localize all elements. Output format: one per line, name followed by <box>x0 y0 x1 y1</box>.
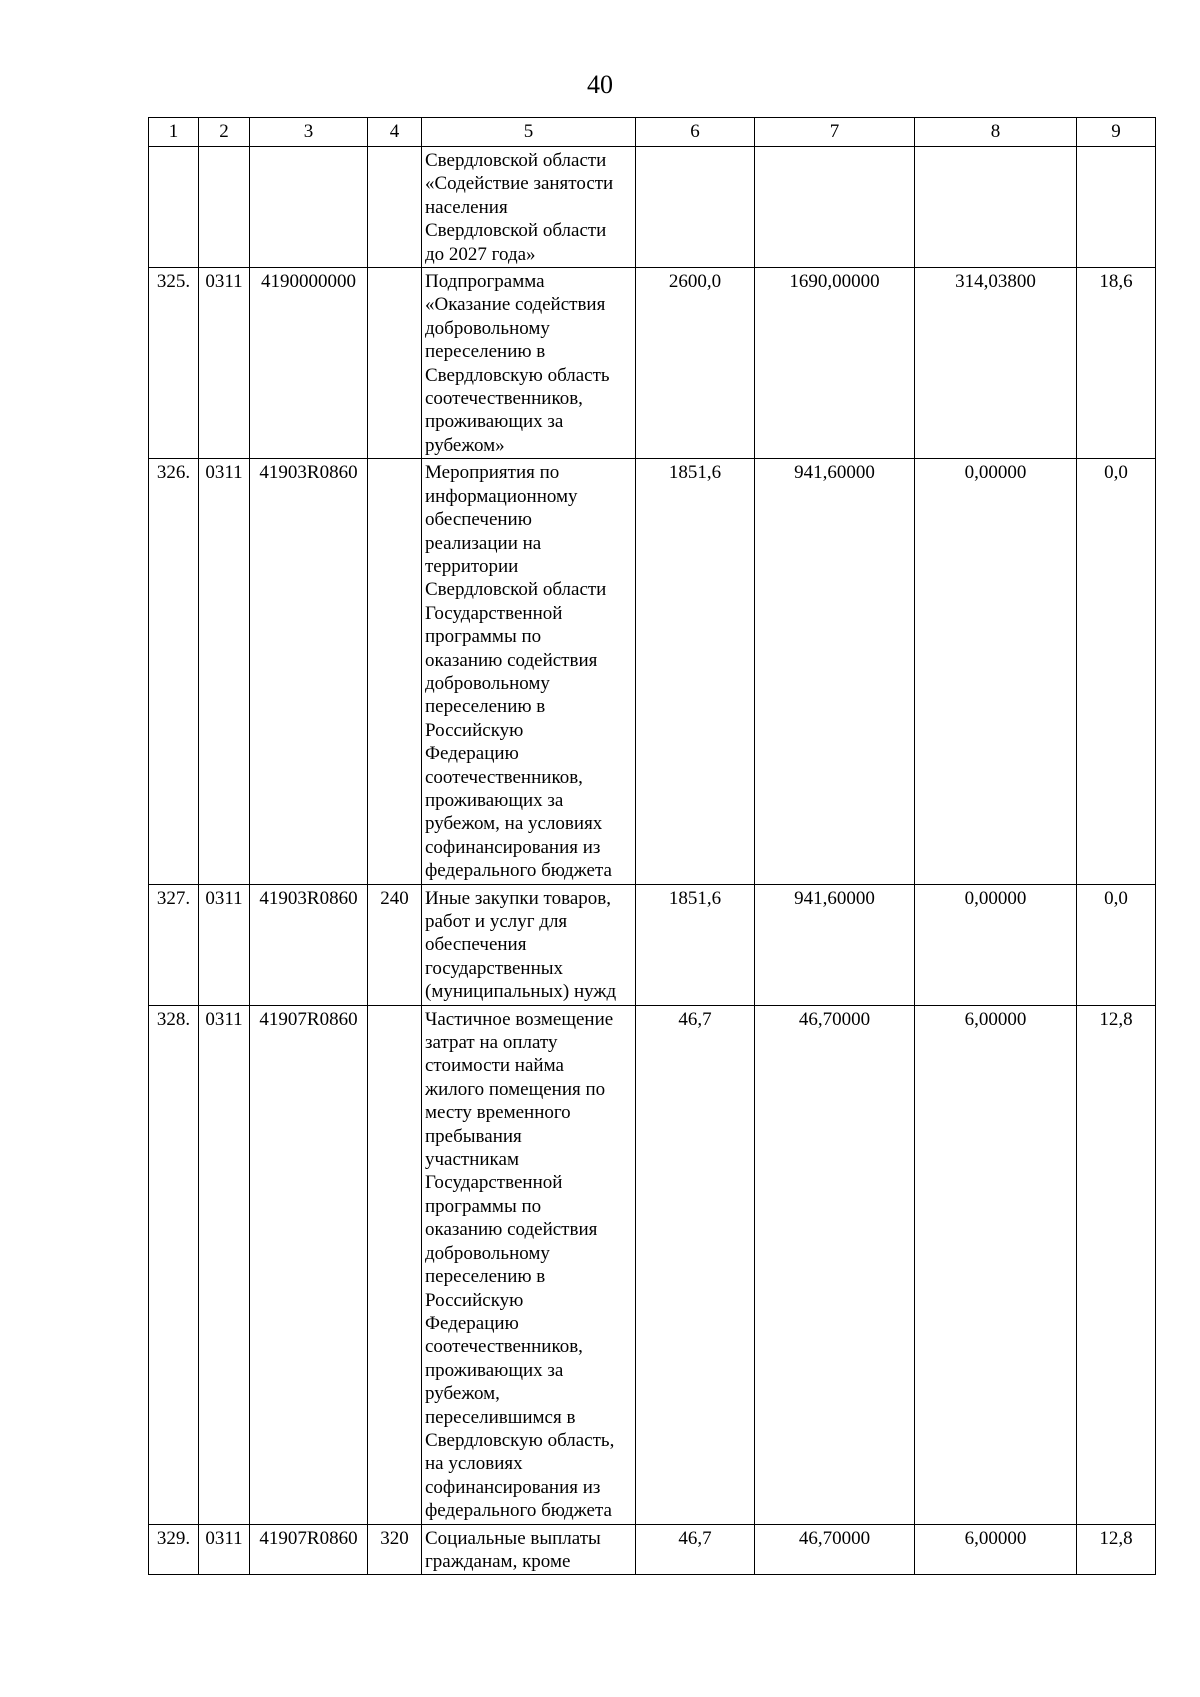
item-name-line: проживающих за <box>425 789 564 811</box>
item-name-line: Свердловской области <box>425 220 607 242</box>
item-name-line: программы по <box>425 626 542 648</box>
item-name-line: Государственной <box>425 602 563 624</box>
item-name <box>422 884 636 1005</box>
table-row <box>149 268 1156 459</box>
value-col6: 1851,6 <box>636 459 755 884</box>
value-col8: 6,00000 <box>915 1005 1077 1524</box>
target-article-code: 41903R0860 <box>250 459 368 884</box>
value-col9: 18,6 <box>1077 268 1156 459</box>
column-header: 3 <box>250 118 368 147</box>
item-name-line: Свердловской области <box>425 150 607 171</box>
item-name-line: жилого помещения по <box>425 1078 606 1100</box>
item-name-line: Свердловской области <box>425 579 607 601</box>
budget-table <box>148 117 1156 1575</box>
item-name-line: переселению в <box>425 1266 546 1288</box>
item-name-line: до 2027 года» <box>425 243 536 265</box>
item-name-line: Свердловскую область <box>425 364 610 386</box>
item-name-line: добровольному <box>425 672 550 694</box>
item-name-line: информационному <box>425 485 578 507</box>
item-name-line: переселению в <box>425 341 546 363</box>
item-name <box>422 459 636 884</box>
value-col7: 941,60000 <box>755 884 915 1005</box>
target-article-code: 4190000000 <box>250 268 368 459</box>
item-name-line: добровольному <box>425 1242 550 1264</box>
item-name-line: «Содействие занятости <box>425 173 614 195</box>
item-name-line: проживающих за <box>425 1359 564 1381</box>
row-number: 326. <box>149 459 199 884</box>
value-col9: 0,0 <box>1077 884 1156 1005</box>
target-article-code <box>250 147 368 268</box>
section-code <box>199 147 250 268</box>
column-header: 6 <box>636 118 755 147</box>
item-name-line: (муниципальных) нужд <box>425 981 617 1003</box>
row-number: 327. <box>149 884 199 1005</box>
value-col6 <box>636 147 755 268</box>
expense-type-code: 320 <box>368 1524 422 1575</box>
expense-type-code <box>368 1005 422 1524</box>
table-row <box>149 1524 1156 1575</box>
section-code: 0311 <box>199 268 250 459</box>
expense-type-code <box>368 147 422 268</box>
page-number: 40 <box>587 70 613 99</box>
item-name-line: затрат на оплату <box>425 1032 558 1054</box>
item-name-line: соотечественников, <box>425 766 583 788</box>
table-row <box>149 459 1156 884</box>
item-name-line: на условиях <box>425 1453 523 1475</box>
item-name-line: участникам <box>425 1149 519 1171</box>
value-col7: 1690,00000 <box>755 268 915 459</box>
item-name-line: населения <box>425 196 508 218</box>
item-name-line: добровольному <box>425 317 550 339</box>
item-name-line: реализации на <box>425 532 542 554</box>
section-code: 0311 <box>199 884 250 1005</box>
item-name-line: проживающих за <box>425 411 564 433</box>
value-col7: 941,60000 <box>755 459 915 884</box>
item-name-line: Иные закупки товаров, <box>425 887 611 909</box>
column-header: 8 <box>915 118 1077 147</box>
row-number <box>149 147 199 268</box>
item-name-line: оказанию содействия <box>425 1219 598 1241</box>
section-code: 0311 <box>199 1005 250 1524</box>
column-header: 9 <box>1077 118 1156 147</box>
expense-type-code: 240 <box>368 884 422 1005</box>
item-name-line: Федерацию <box>425 1312 519 1334</box>
item-name <box>422 1524 636 1575</box>
value-col9 <box>1077 147 1156 268</box>
row-number: 325. <box>149 268 199 459</box>
value-col9: 0,0 <box>1077 459 1156 884</box>
value-col7: 46,70000 <box>755 1005 915 1524</box>
item-name-line: переселению в <box>425 696 546 718</box>
item-name-line: переселившимся в <box>425 1406 576 1428</box>
value-col6: 46,7 <box>636 1524 755 1575</box>
column-header: 4 <box>368 118 422 147</box>
item-name <box>422 147 636 268</box>
value-col9: 12,8 <box>1077 1524 1156 1575</box>
item-name-line: гражданам, кроме <box>425 1550 571 1572</box>
item-name-line: Свердловскую область, <box>425 1429 615 1451</box>
row-number: 329. <box>149 1524 199 1575</box>
item-name-line: обеспечения <box>425 934 527 956</box>
item-name-line: федерального бюджета <box>425 860 612 882</box>
item-name-line: Подпрограмма <box>425 271 545 293</box>
value-col8: 6,00000 <box>915 1524 1077 1575</box>
expense-type-code <box>368 268 422 459</box>
table-header-row <box>149 118 1156 147</box>
section-code: 0311 <box>199 459 250 884</box>
target-article-code: 41907R0860 <box>250 1524 368 1575</box>
item-name-line: Российскую <box>425 719 524 741</box>
item-name-line: федерального бюджета <box>425 1500 612 1522</box>
item-name-line: рубежом, <box>425 1383 500 1405</box>
item-name-line: Государственной <box>425 1172 563 1194</box>
item-name-line: софинансирования из <box>425 836 601 858</box>
table-row <box>149 1005 1156 1524</box>
item-name-line: месту временного <box>425 1102 571 1124</box>
item-name-line: Мероприятия по <box>425 462 560 484</box>
column-header: 5 <box>422 118 636 147</box>
item-name-line: Частичное возмещение <box>425 1008 614 1030</box>
item-name-line: государственных <box>425 957 564 979</box>
value-col6: 1851,6 <box>636 884 755 1005</box>
column-header: 7 <box>755 118 915 147</box>
value-col8 <box>915 147 1077 268</box>
item-name-line: «Оказание содействия <box>425 294 606 316</box>
item-name-line: софинансирования из <box>425 1476 601 1498</box>
item-name-line: обеспечению <box>425 509 532 531</box>
value-col6: 46,7 <box>636 1005 755 1524</box>
item-name-line: территории <box>425 555 519 577</box>
value-col8: 314,03800 <box>915 268 1077 459</box>
item-name-line: Социальные выплаты <box>425 1527 601 1549</box>
value-col6: 2600,0 <box>636 268 755 459</box>
expense-type-code <box>368 459 422 884</box>
value-col8: 0,00000 <box>915 884 1077 1005</box>
item-name-line: работ и услуг для <box>425 911 568 932</box>
value-col8: 0,00000 <box>915 459 1077 884</box>
item-name-line: пребывания <box>425 1125 522 1147</box>
row-number: 328. <box>149 1005 199 1524</box>
item-name <box>422 268 636 459</box>
value-col9: 12,8 <box>1077 1005 1156 1524</box>
item-name-line: соотечественников, <box>425 388 583 410</box>
item-name-line: Российскую <box>425 1289 524 1311</box>
column-header: 2 <box>199 118 250 147</box>
column-header: 1 <box>149 118 199 147</box>
item-name <box>422 1005 636 1524</box>
item-name-line: программы по <box>425 1195 542 1217</box>
item-name-line: соотечественников, <box>425 1336 583 1358</box>
item-name-line: рубежом» <box>425 434 505 456</box>
item-name-line: стоимости найма <box>425 1055 564 1077</box>
target-article-code: 41903R0860 <box>250 884 368 1005</box>
item-name-line: Федерацию <box>425 743 519 765</box>
item-name-line: рубежом, на условиях <box>425 813 603 835</box>
value-col7 <box>755 147 915 268</box>
value-col7: 46,70000 <box>755 1524 915 1575</box>
section-code: 0311 <box>199 1524 250 1575</box>
item-name-line: оказанию содействия <box>425 649 598 671</box>
table-row <box>149 884 1156 1005</box>
table-row <box>149 147 1156 268</box>
target-article-code: 41907R0860 <box>250 1005 368 1524</box>
